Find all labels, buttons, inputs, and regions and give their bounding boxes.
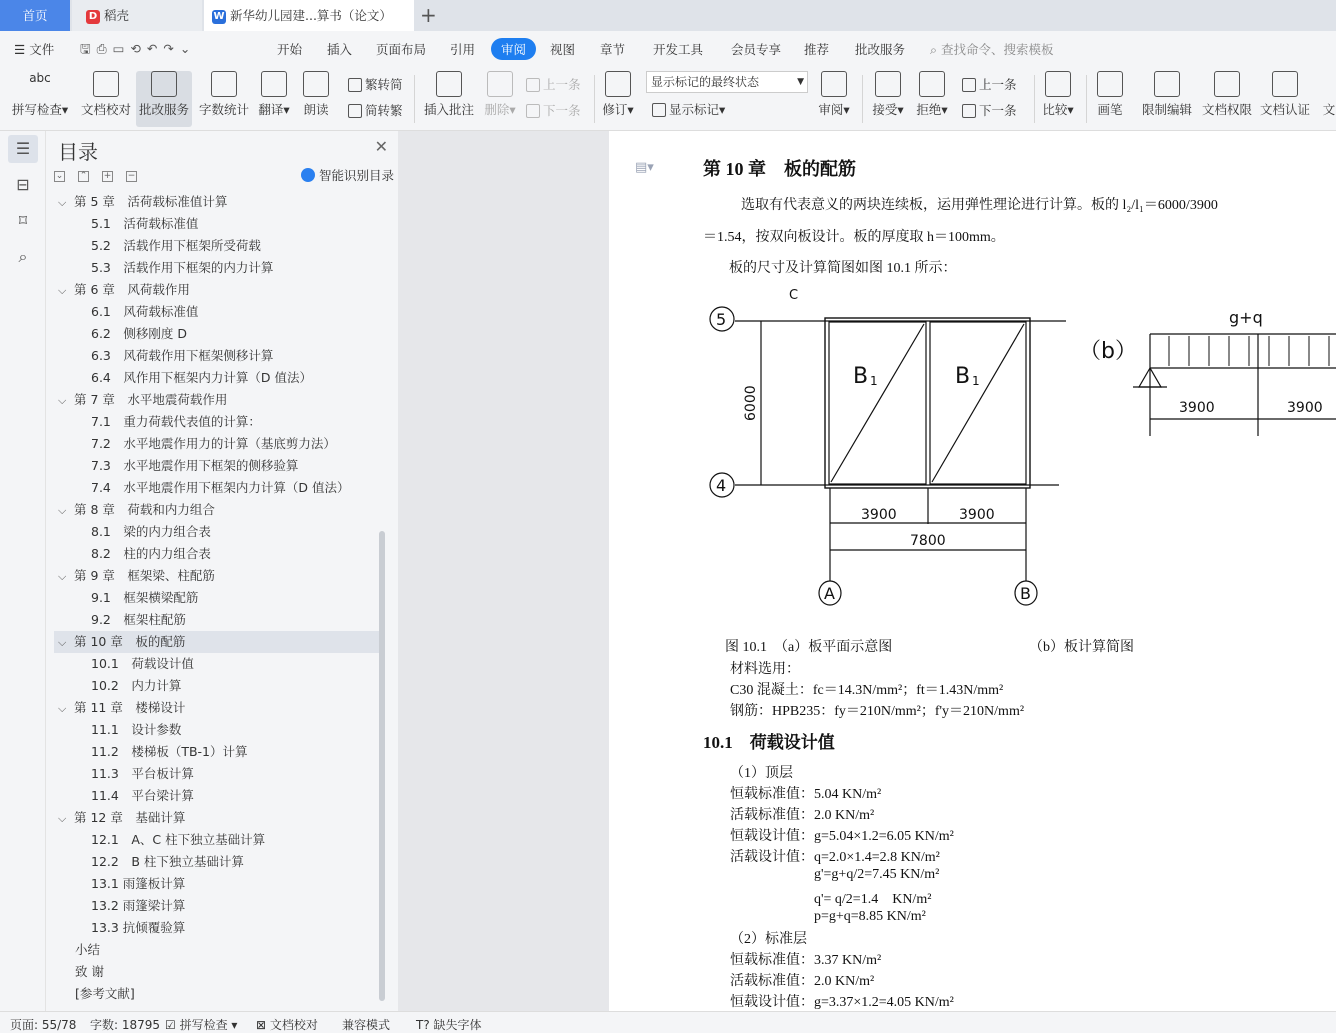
word-count-button[interactable] — [198, 71, 250, 118]
left-rail — [0, 131, 46, 1011]
word-count[interactable]: 字数: 18795 — [90, 1018, 161, 1032]
tab-document-label: 新华幼儿园建...算书（论文） — [230, 8, 392, 23]
dim-3900-left: 3900 — [861, 507, 897, 523]
dim-3900-right: 3900 — [959, 507, 995, 523]
slab-b1-subscript: 1 — [870, 374, 878, 388]
toc-section-item[interactable]: 8.2 柱的内力组合表 — [91, 546, 211, 561]
pen-button[interactable] — [1094, 71, 1126, 118]
menu-correction-service[interactable]: 批改服务 — [855, 42, 906, 57]
chapter-nav-icon[interactable]: ⊟ — [16, 175, 30, 194]
menu-reference[interactable]: 引用 — [450, 42, 476, 57]
toc-chapter-item[interactable]: ⌵ 第 8 章 荷载和内力组合 — [54, 499, 379, 521]
slab-b1-label-2: B — [955, 364, 971, 389]
axis-b-label: B — [1020, 584, 1031, 603]
tab-home[interactable]: 首页 — [0, 0, 70, 31]
toc-chapter-item[interactable]: ⌵ 第 7 章 水平地震荷载作用 — [54, 389, 379, 411]
calc-line: 恒载设计值：g=5.04×1.2=6.05 KN/m² — [730, 829, 954, 844]
prev-change-label: 上一条 — [979, 77, 1017, 92]
subheading-top-floor: （1）顶层 — [730, 766, 793, 781]
markup-state-value: 显示标记的最终状态 — [651, 75, 760, 89]
compare-label: 比较 — [1042, 102, 1068, 117]
figure-caption-a: 图 10.1 （a）板平面示意图 — [725, 640, 893, 655]
b-label: （b） — [1079, 339, 1137, 364]
review-pane-label: 审阅 — [818, 102, 844, 117]
toc-chapter-item[interactable]: ⌵ 第 10 章 板的配筋 — [54, 631, 379, 653]
toc-section-item[interactable]: 11.1 设计参数 — [91, 722, 182, 737]
toc-section-item[interactable]: 5.2 活载作用下框架所受荷载 — [91, 238, 261, 253]
insert-comment-button[interactable] — [422, 71, 476, 118]
slab-b1-label: B — [853, 364, 869, 389]
review-toolbar — [0, 67, 1336, 131]
word-doc-icon: W — [213, 10, 225, 22]
review-pane-icon — [821, 71, 847, 97]
overflow-icon — [1322, 71, 1336, 97]
dim-6000: 6000 — [743, 385, 759, 421]
figure-caption-b: （b）板计算简图 — [1029, 640, 1134, 655]
compare-button[interactable]: 比较▾ — [1040, 71, 1076, 118]
toc-controls — [54, 167, 150, 182]
toc-section-item[interactable]: 6.3 风荷载作用下框架侧移计算 — [91, 348, 274, 363]
command-search[interactable] — [930, 40, 1054, 58]
toc-section-item[interactable]: 致 谢 — [75, 964, 104, 979]
toc-section-item[interactable]: 11.2 楼梯板（TB-1）计算 — [91, 744, 248, 759]
toc-chapter-item[interactable]: ⌵ 第 6 章 风荷载作用 — [54, 279, 379, 301]
toc-section-item[interactable]: 11.4 平台梁计算 — [91, 788, 194, 803]
proofread-label: 文档校对 — [80, 102, 131, 117]
correction-label: 批改服务 — [138, 102, 189, 117]
chevron-down-icon: ▼ — [797, 77, 804, 87]
toc-panel-icon[interactable]: ☰ — [8, 135, 38, 163]
c-mark: C — [789, 288, 799, 303]
review-pane-button[interactable]: 审阅▾ — [816, 71, 852, 118]
toc-section-item[interactable]: 9.2 框架柱配筋 — [91, 612, 186, 627]
menu-dev-tools[interactable]: 开发工具 — [653, 42, 704, 57]
next-change-label: 下一条 — [979, 103, 1017, 118]
toc-section-item[interactable]: 7.2 水平地震作用力的计算（基底剪力法） — [91, 436, 336, 451]
menu-insert[interactable]: 插入 — [327, 42, 353, 57]
correction-service-button[interactable] — [136, 71, 192, 127]
slab-b1-subscript-2: 1 — [972, 374, 980, 388]
bookmark-icon[interactable]: ⌑ — [18, 211, 28, 230]
material-steel: 钢筋：HPB235：fy＝210N/mm²；f'y＝210N/mm² — [730, 704, 1025, 719]
figure-10-1 — [699, 281, 1336, 611]
subheading-standard-floor: （2）标准层 — [730, 932, 807, 947]
separator — [594, 75, 595, 123]
menu-member[interactable]: 会员专享 — [731, 42, 782, 57]
paragraph: ＝1.54，按双向板设计。板的厚度取 h＝100mm。 — [703, 230, 1005, 245]
tab-bar — [0, 0, 1336, 31]
show-markup-icon — [652, 103, 666, 117]
prev-comment-button[interactable] — [526, 75, 581, 93]
document-page — [609, 131, 1336, 1011]
smart-toc-icon — [301, 168, 315, 182]
toc-section-item[interactable]: 13.1 雨篷板计算 — [91, 876, 186, 891]
calc-line: 活载标准值：2.0 KN/m² — [730, 808, 875, 823]
trad-to-simp-label: 繁转简 — [365, 77, 403, 92]
next-comment-button[interactable] — [526, 101, 581, 119]
revise-icon — [605, 71, 631, 97]
status-proofread[interactable] — [256, 1016, 318, 1033]
spell-check-button[interactable]: abc 拼写检查▾ — [11, 71, 69, 117]
toc-section-item[interactable]: 12.1 A、C 柱下独立基础计算 — [91, 832, 266, 847]
page-gutter — [398, 131, 609, 1011]
toc-section-item[interactable]: [参考文献] — [75, 986, 135, 1001]
toc-section-item[interactable]: 7.3 水平地震作用下框架的侧移验算 — [91, 458, 299, 473]
separator — [414, 75, 415, 123]
simp-to-trad-button[interactable] — [348, 101, 403, 119]
translate-icon — [261, 71, 287, 97]
translate-button[interactable]: 翻译▾ — [256, 71, 292, 118]
doc-rights-label: 文档权限 — [1201, 102, 1252, 117]
doc-rights-button[interactable] — [1200, 71, 1254, 118]
toc-section-item[interactable]: 7.4 水平地震作用下框架内力计算（D 值法） — [91, 480, 350, 495]
spell-check-label: 拼写检查 — [11, 102, 62, 117]
trad-simp-icon — [348, 78, 362, 92]
toc-list — [54, 191, 379, 1011]
proofread-icon — [93, 71, 119, 97]
menu-start[interactable]: 开始 — [277, 42, 303, 57]
toc-section-item[interactable]: 6.2 侧移刚度 D — [91, 326, 187, 341]
prev-comment-label: 上一条 — [543, 77, 581, 92]
proofread-button[interactable] — [80, 71, 132, 118]
toc-section-item[interactable]: 11.3 平台板计算 — [91, 766, 194, 781]
chapter-heading: 第 10 章 板的配筋 — [703, 159, 856, 179]
material-concrete: C30 混凝土：fc＝14.3N/mm²；ft＝1.43N/mm² — [730, 683, 1004, 698]
quick-access-icons[interactable]: 🖫⎙▭⟲↶↷⌄ — [80, 41, 197, 56]
doc-certify-label: 文档认证 — [1259, 102, 1310, 117]
restrict-editing-label: 限制编辑 — [1141, 102, 1192, 117]
tab-daoke[interactable] — [72, 0, 202, 31]
proofread-icon: ⊠ — [256, 1018, 267, 1032]
axis-4-label: 4 — [716, 476, 727, 495]
file-menu[interactable]: ☰ 文件 — [14, 42, 55, 57]
next-change-icon — [962, 104, 976, 118]
spell-check-icon: abc — [29, 71, 51, 85]
status-bar — [0, 1011, 1336, 1033]
translate-label: 翻译 — [258, 102, 284, 117]
new-tab-plus-icon[interactable]: + — [420, 3, 437, 27]
remove-heading-icon[interactable]: − — [127, 171, 136, 181]
search-placeholder: 查找命令、搜索模板 — [941, 42, 1054, 57]
toc-title: 目录 — [58, 140, 98, 164]
reject-label: 拒绝 — [916, 102, 942, 117]
paragraph: 选取有代表意义的两块连续板，运用弹性理论进行计算。板的 l₂/l₁＝6000/3900 — [741, 198, 1218, 213]
toc-section-item[interactable]: 9.1 框架横梁配筋 — [91, 590, 199, 605]
insert-comment-icon — [436, 71, 462, 97]
toc-section-item[interactable]: 6.1 风荷载标准值 — [91, 304, 199, 319]
next-change-button[interactable] — [962, 101, 1017, 119]
doc-rights-icon — [1214, 71, 1240, 97]
compare-icon — [1045, 71, 1071, 97]
menu-view[interactable]: 视图 — [550, 42, 576, 57]
revise-label: 修订 — [602, 102, 628, 117]
overflow-button[interactable] — [1322, 71, 1336, 118]
doc-certify-icon — [1272, 71, 1298, 97]
accept-label: 接受 — [872, 102, 898, 117]
word-count-label: 字数统计 — [198, 102, 249, 117]
word-count-icon — [211, 71, 237, 97]
axis-a-label: A — [824, 584, 835, 603]
axis-5-label: 5 — [716, 310, 727, 329]
tab-daoke-label: 稻壳 — [104, 8, 130, 23]
add-heading-icon[interactable]: + — [103, 171, 112, 181]
daoke-icon: D — [86, 10, 100, 24]
separator — [1034, 75, 1035, 123]
section-heading: 10.1 荷载设计值 — [703, 733, 835, 752]
doc-certify-button[interactable] — [1258, 71, 1312, 118]
paragraph: 板的尺寸及计算简图如图 10.1 所示： — [729, 261, 957, 276]
menu-bar — [0, 31, 1336, 67]
material-title: 材料选用： — [730, 662, 800, 677]
menu-recommend[interactable]: 推荐 — [804, 42, 830, 57]
read-aloud-icon — [303, 71, 329, 97]
toc-section-item[interactable]: 12.2 B 柱下独立基础计算 — [91, 854, 244, 869]
checkbox-icon: ☑ — [165, 1018, 176, 1032]
calc-line: 恒载标准值：3.37 KN/m² — [730, 953, 882, 968]
show-markup-label: 显示标记 — [669, 102, 720, 117]
calc-line: 恒载设计值：g=3.37×1.2=4.05 KN/m² — [730, 995, 954, 1010]
reject-button[interactable]: 拒绝▾ — [914, 71, 950, 118]
next-comment-icon — [526, 104, 540, 118]
beam-span-1: 3900 — [1179, 400, 1215, 416]
toc-chapter-item[interactable]: ⌵ 第 5 章 活荷载标准值计算 — [54, 191, 379, 213]
read-aloud-label: 朗读 — [303, 102, 329, 117]
pen-icon — [1097, 71, 1123, 97]
calc-line: g'=g+q/2=7.45 KN/m² — [814, 867, 940, 882]
prev-comment-icon — [526, 78, 540, 92]
toc-section-item[interactable]: 7.1 重力荷载代表值的计算： — [91, 414, 261, 429]
search-icon: ⌕ — [930, 42, 938, 57]
restrict-editing-button[interactable] — [1140, 71, 1194, 118]
toc-chapter-item[interactable]: ⌵ 第 12 章 基础计算 — [54, 807, 379, 829]
prev-change-button[interactable] — [962, 75, 1017, 93]
tab-document[interactable] — [204, 0, 414, 31]
beam-span-2: 3900 — [1287, 400, 1323, 416]
lock-icon — [1154, 71, 1180, 97]
toc-section-item[interactable]: 5.3 活载作用下框架的内力计算 — [91, 260, 274, 275]
calc-line: 活载标准值：2.0 KN/m² — [730, 974, 875, 989]
separator — [862, 75, 863, 123]
toc-section-item[interactable]: 13.3 抗倾覆验算 — [91, 920, 186, 935]
accept-button[interactable]: 接受▾ — [870, 71, 906, 118]
delete-comment-button[interactable]: 删除▾ — [482, 71, 518, 118]
missing-fonts-label: 缺失字体 — [433, 1018, 482, 1032]
reject-icon — [919, 71, 945, 97]
expand-all-icon[interactable]: ⌃ — [79, 171, 88, 181]
markup-state-select[interactable] — [646, 71, 808, 93]
search-icon[interactable]: ⌕ — [18, 247, 28, 266]
show-markup-button[interactable]: 显示标记▾ — [652, 100, 725, 118]
toc-section-item[interactable]: 6.4 风作用下框架内力计算（D 值法） — [91, 370, 312, 385]
smart-toc-label: 智能识别目录 — [318, 168, 394, 183]
correction-icon — [151, 71, 177, 97]
menu-page-layout[interactable]: 页面布局 — [376, 42, 427, 57]
load-label: g+q — [1229, 308, 1263, 327]
calc-line: p=g+q=8.85 KN/m² — [814, 909, 926, 924]
toc-panel — [46, 131, 398, 1011]
simp-to-trad-label: 简转繁 — [365, 103, 403, 118]
toc-section-item[interactable]: 小结 — [75, 942, 101, 957]
toc-section-item[interactable]: 10.1 荷载设计值 — [91, 656, 194, 671]
prev-change-icon — [962, 78, 976, 92]
pen-label: 画笔 — [1097, 102, 1123, 117]
status-spell-check[interactable]: ☑ 拼写检查 ▾ — [165, 1018, 238, 1032]
dim-7800: 7800 — [910, 533, 946, 549]
paragraph-marker-icon[interactable]: ▤▾ — [635, 159, 654, 174]
file-menu-label: 文件 — [29, 42, 55, 57]
next-comment-label: 下一条 — [543, 103, 581, 118]
insert-comment-label: 插入批注 — [423, 102, 474, 117]
collapse-all-icon[interactable]: ⌄ — [55, 171, 64, 181]
status-proofread-label: 文档校对 — [269, 1018, 318, 1032]
missing-font-icon: T? — [416, 1018, 430, 1032]
toc-chapter-item[interactable]: ⌵ 第 9 章 框架梁、柱配筋 — [54, 565, 379, 587]
overflow-label: 文 — [1322, 102, 1336, 117]
page-indicator[interactable]: 页面: 55/78 — [10, 1018, 77, 1032]
read-aloud-button[interactable] — [300, 71, 332, 118]
simp-trad-icon — [348, 104, 362, 118]
calc-line: 恒载标准值：5.04 KN/m² — [730, 787, 882, 802]
menu-review[interactable]: 审阅 — [491, 38, 536, 60]
calc-line: q'= q/2=1.4 KN/m² — [814, 892, 932, 907]
toc-section-item[interactable]: 8.1 梁的内力组合表 — [91, 524, 211, 539]
toc-section-item[interactable]: 5.1 活荷载标准值 — [91, 216, 199, 231]
toc-chapter-item[interactable]: ⌵ 第 11 章 楼梯设计 — [54, 697, 379, 719]
separator — [1086, 75, 1087, 123]
delete-label: 删除 — [484, 102, 510, 117]
trad-to-simp-button[interactable] — [348, 75, 403, 93]
menu-chapter[interactable]: 章节 — [600, 42, 626, 57]
missing-fonts[interactable] — [416, 1016, 482, 1033]
toc-scrollbar[interactable] — [379, 531, 385, 1001]
smart-toc-button[interactable] — [301, 166, 394, 184]
close-icon[interactable]: ✕ — [374, 137, 388, 156]
revise-button[interactable]: 修订▾ — [600, 71, 636, 118]
accept-icon — [875, 71, 901, 97]
status-spell-label: 拼写检查 — [179, 1018, 228, 1032]
delete-comment-icon — [487, 71, 513, 97]
toc-section-item[interactable]: 13.2 雨篷梁计算 — [91, 898, 186, 913]
compat-mode[interactable]: 兼容模式 — [342, 1018, 391, 1032]
toc-section-item[interactable]: 10.2 内力计算 — [91, 678, 182, 693]
calc-line: 活载设计值：q=2.0×1.4=2.8 KN/m² — [730, 850, 940, 865]
